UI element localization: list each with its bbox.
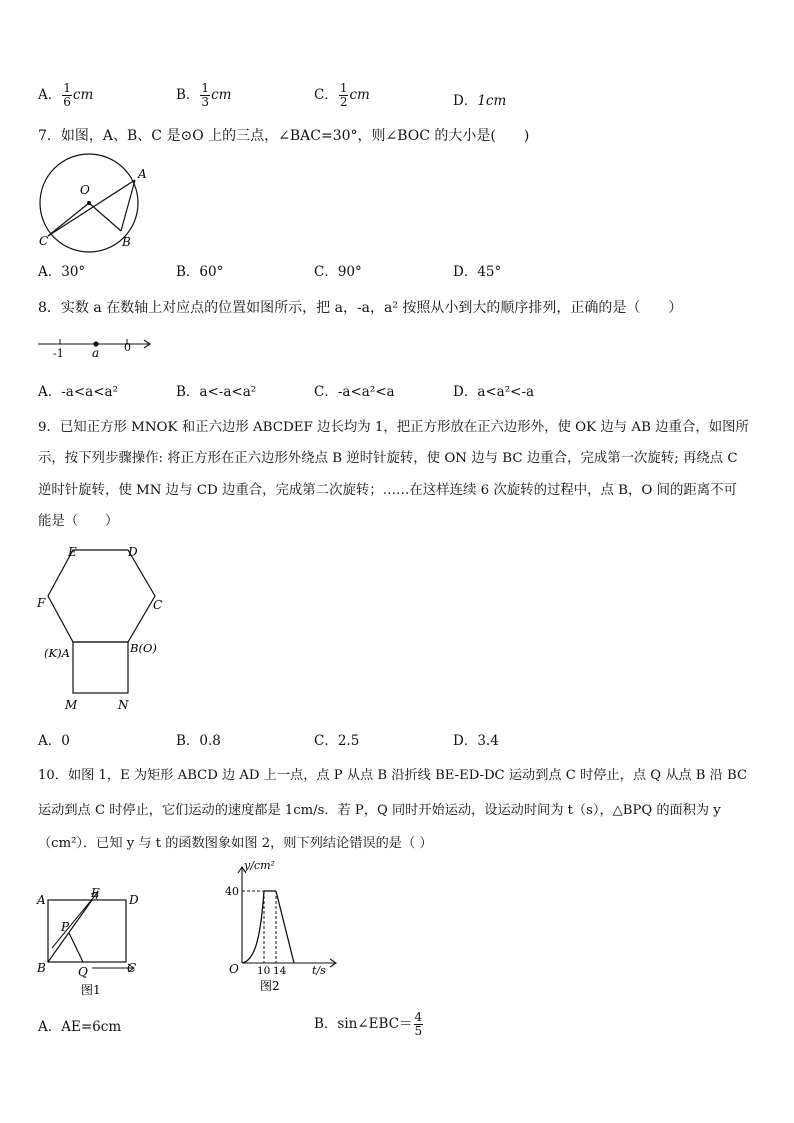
rectangle-abcd [48, 900, 126, 962]
q8-option-d: D．a<a²<-a [453, 384, 535, 400]
label-y40: 40 [225, 885, 239, 898]
caption-figure-2: 图2 [260, 979, 280, 993]
q9-option-b: B．0.8 [176, 733, 221, 749]
label-a: A [138, 167, 147, 181]
label-t14: 14 [273, 965, 287, 977]
label-k-a: (K)A [44, 646, 70, 660]
label-y-axis: y/cm² [244, 859, 275, 872]
label-p: P [61, 920, 70, 934]
label-a: a [92, 346, 100, 358]
q9-option-c: C．2.5 [314, 733, 360, 749]
q9-hexagon-square-figure [34, 540, 174, 715]
label-o: O [80, 183, 90, 197]
label-f: F [37, 596, 46, 610]
point-o [87, 201, 91, 205]
q10-stem-line2: 运动到点 C 时停止，它们运动的速度都是 1cm/s．若 P，Q 同时开始运动，设运动时间为 t（s），△BPQ 的面积为 y [38, 803, 721, 818]
fraction: $\frac{1}{3}$ [201, 81, 210, 109]
q9-option-d: D．3.4 [453, 733, 499, 749]
q6-option-a: A． $\frac{1}{6}$ cm [38, 81, 94, 109]
q7-stem: 7．如图，A、B、C 是⊙O 上的三点，∠BAC=30°，则∠BOC 的大小是( ) [38, 128, 530, 144]
q8-option-a: A．-a<a<a² [38, 384, 118, 400]
label-a: A [37, 893, 46, 907]
label-e: E [68, 545, 77, 559]
label-t-axis: t/s [312, 964, 326, 977]
label-d: D [128, 545, 138, 559]
square-mnok [73, 642, 128, 693]
fraction: $\frac{4}{5}$ [414, 1010, 423, 1038]
label-c: C [127, 961, 137, 975]
q7-circle-figure [34, 150, 154, 260]
label-m: M [65, 698, 78, 712]
segment-be [48, 900, 92, 962]
label-c: C [39, 234, 49, 248]
label-e: E [91, 886, 100, 900]
q10-stem-line3: （cm²）．已知 y 与 t 的函数图象如图 2，则下列结论错误的是（ ） [38, 836, 433, 851]
label-minus-one: -1 [53, 347, 64, 358]
q6-option-c: C． $\frac{1}{2}$ cm [314, 81, 370, 109]
q7-option-d: D．45° [453, 264, 502, 280]
q9-stem-line3: 逆时针旋转，使 MN 边与 CD 边重合，完成第二次旋转；……在这样连续 6 次旋转的过程中，点 B，O 间的距离不可 [38, 483, 737, 498]
curve-rising [242, 891, 264, 963]
label-n: N [118, 698, 129, 712]
q8-option-b: B．a<-a<a² [176, 384, 257, 400]
q9-stem-line4: 能是（ ） [38, 514, 119, 529]
q6-option-b: B． $\frac{1}{3}$ cm [176, 81, 232, 109]
q9-stem-line2: 示，按下列步骤操作: 将正方形在正六边形外绕点 B 逆时针旋转，使 ON 边与 BC 边重合，完成第一次旋转; 再绕点 C [38, 451, 738, 466]
hexagon-abcdef [48, 550, 155, 642]
segment-pq [69, 933, 83, 962]
label-zero: 0 [124, 341, 131, 354]
caption-figure-1: 图1 [81, 983, 101, 997]
label-b-o: B(O) [130, 641, 157, 655]
q9-option-a: A．0 [38, 733, 70, 749]
q8-option-c: C．-a<a²<a [314, 384, 395, 400]
q7-option-c: C．90° [314, 264, 362, 280]
label-b: B [122, 235, 131, 249]
fraction: $\frac{1}{6}$ [63, 81, 71, 109]
fraction: $\frac{1}{2}$ [339, 81, 348, 109]
q7-option-b: B．60° [176, 264, 224, 280]
q8-stem: 8．实数 a 在数轴上对应点的位置如图所示，把 a，-a，a² 按照从小到大的顺序排列，正确的是（ ） [38, 300, 683, 316]
q10-figure-2-graph [224, 857, 344, 997]
label-q: Q [78, 965, 88, 979]
q10-figure-1 [34, 884, 144, 999]
q10-option-a: A．AE=6cm [38, 1019, 122, 1035]
label-origin: O [229, 962, 239, 976]
q10-stem-line1: 10．如图 1，E 为矩形 ABCD 边 AD 上一点，点 P 从点 B 沿折线 BE-ED-DC 运动到点 C 时停止，点 Q 从点 B 沿 BC [38, 768, 748, 783]
q9-stem-line1: 9．已知正方形 MNOK 和正六边形 ABCDEF 边长均为 1，把正方形放在正六边形外，使 OK 边与 AB 边重合，如图所 [38, 420, 749, 435]
q8-number-line [34, 332, 158, 358]
q6-option-d: D． [453, 93, 478, 109]
q7-option-a: A．30° [38, 264, 86, 280]
label-c: C [153, 598, 163, 612]
q10-option-b: B．sin∠EBC＝ $\frac{4}{5}$ [314, 1010, 423, 1038]
label-t10: 10 [257, 965, 271, 977]
q6-option-d-text: 1cm [477, 93, 507, 109]
segment-falling [276, 891, 294, 963]
segment-oc [48, 203, 89, 236]
label-d: D [129, 893, 139, 907]
label-b: B [37, 961, 46, 975]
